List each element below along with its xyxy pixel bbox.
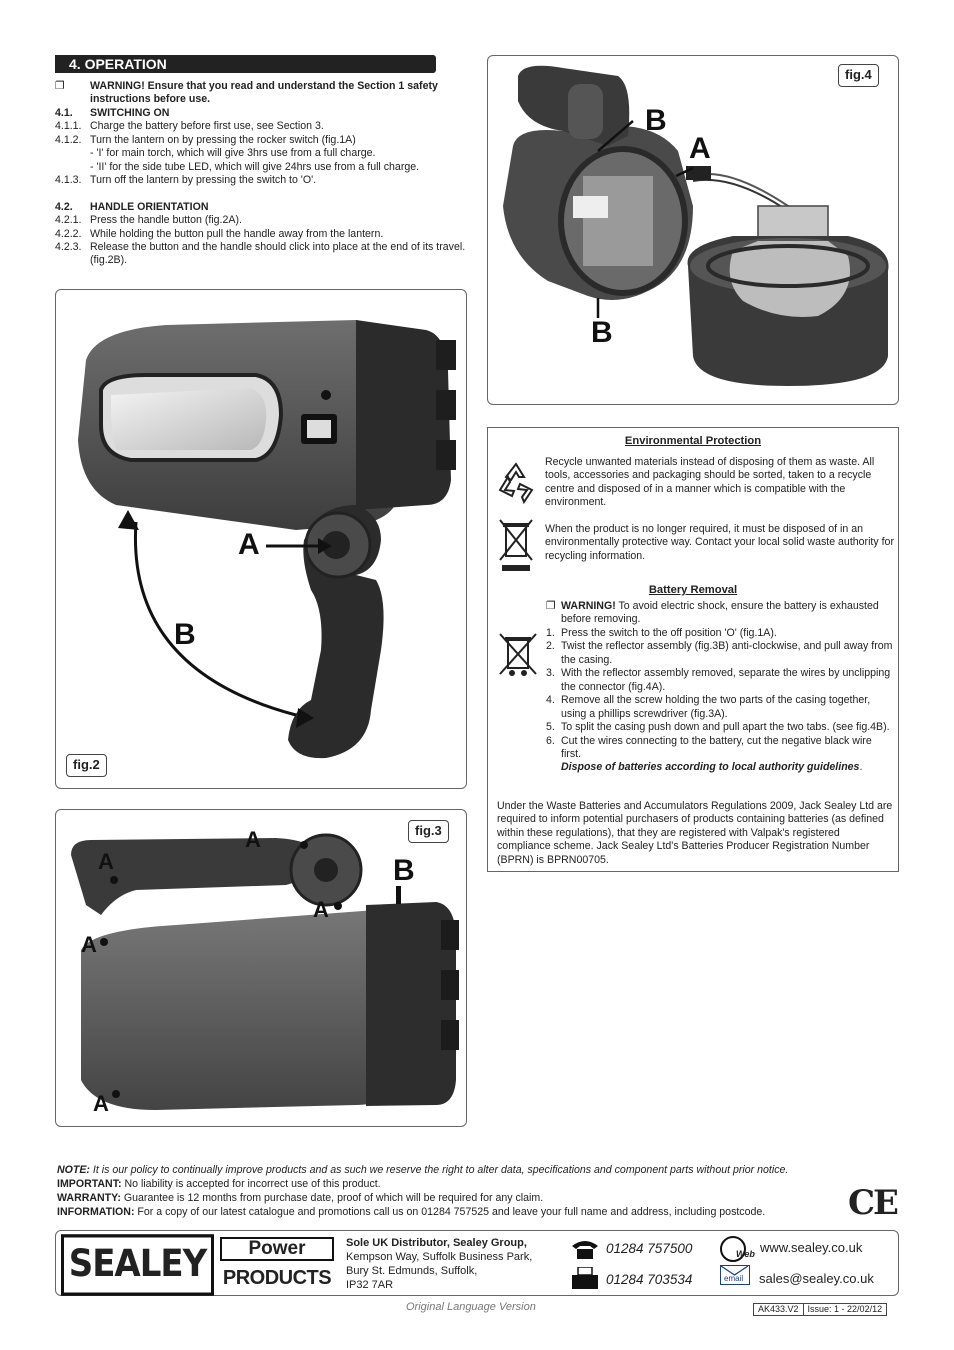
operation-item [55, 214, 470, 227]
battery-dispose-row: Dispose of batteries according to local authority guidelines. [561, 761, 863, 774]
label-b: B [174, 618, 196, 651]
email-icon [720, 1265, 750, 1285]
ce-mark: CE [848, 1183, 897, 1223]
battery-step [546, 735, 894, 762]
operation-item [55, 241, 470, 268]
label-b-bottom: B [591, 316, 613, 349]
item-number: 4.1.2. [55, 133, 82, 146]
step-number: 2. [546, 640, 555, 653]
item-number: 4.1. [55, 106, 73, 119]
fax-number: 01284 703534 [606, 1272, 693, 1287]
address-line-1: Kempson Way, Suffolk Business Park, [346, 1251, 533, 1263]
step-number: 1. [546, 626, 555, 639]
operation-item [55, 120, 470, 133]
item-text: While holding the button pull the handle away from the lantern. [90, 227, 384, 240]
footer [55, 1230, 899, 1296]
recycle-icon [494, 460, 538, 504]
label-a: A [238, 528, 260, 561]
step-text: To split the casing push down and pull apart the two tabs. (see fig.4B). [561, 721, 890, 734]
email-link[interactable]: sales@sealey.co.uk [759, 1271, 874, 1286]
label-b: B [393, 854, 415, 887]
information-label: INFORMATION: [57, 1206, 135, 1218]
label-a-1: A [98, 849, 114, 874]
information-text: For a copy of our latest catalogue and promotions call us on 01284 757525 and leave your full name and address, including postcode. [134, 1206, 766, 1218]
item-text: Release the button and the handle should click into place at the end of its travel. (fig.2B). [90, 240, 466, 267]
step-text: Cut the wires connecting to the battery, cut the negative black wire first. [561, 734, 872, 760]
note-text: It is our policy to continually improve products and as such we reserve the right to alter data, specifications and component parts without prior notice. [89, 1164, 789, 1176]
item-number: 4.1.3. [55, 174, 82, 187]
email-icon-text: email [724, 1274, 744, 1283]
battery-heading: Battery Removal [648, 584, 738, 596]
item-number: 4.2.2. [55, 227, 82, 240]
label-a-2: A [245, 827, 261, 852]
env-para2: When the product is no longer required, it must be disposed of in an environmentally protective way. Contact your local solid waste authority for recycling information. [545, 523, 894, 562]
warning-row [55, 80, 470, 107]
figure-2 [55, 289, 467, 789]
operation-item [55, 228, 470, 241]
battery-warning-text: To avoid electric shock, ensure the battery is exhausted before removing. [561, 600, 879, 626]
battery-step [546, 667, 894, 694]
step-number: 5. [546, 721, 555, 734]
operation-item [55, 161, 470, 174]
item-text: SWITCHING ON [90, 106, 170, 119]
operation-item [55, 147, 470, 160]
item-number: 4.2.3. [55, 240, 82, 253]
label-a-5: A [93, 1091, 109, 1116]
language-note: Original Language Version [406, 1301, 536, 1313]
figure-4 [487, 55, 899, 405]
battery-step [546, 694, 894, 721]
weee-bin-icon [498, 518, 534, 574]
label-a: A [689, 132, 711, 165]
warranty-label: WARRANTY: [57, 1192, 121, 1204]
web-icon-text: Web [736, 1249, 755, 1259]
step-text: With the reflector assembly removed, separate the wires by unclipping the connector (fig.4A). [561, 667, 891, 693]
issue-box [753, 1303, 887, 1316]
address-block [346, 1236, 532, 1292]
website-link[interactable]: www.sealey.co.uk [760, 1240, 863, 1255]
item-text: - 'I' for main torch, which will give 3hrs use from a full charge. [90, 147, 376, 160]
operation-item [55, 201, 470, 214]
step-text: Remove all the screw holding the two parts of the casing together, using a phillips screwdriver (fig.3A). [561, 694, 871, 720]
distributor: Sole UK Distributor, Sealey Group, [346, 1237, 527, 1249]
item-text: Charge the battery before first use, see Section 3. [90, 120, 324, 133]
operation-item [55, 134, 470, 147]
label-a-3: A [313, 897, 329, 922]
issue-date: Issue: 1 - 22/02/12 [807, 1304, 883, 1314]
battery-step [546, 627, 894, 640]
checkbox-icon: ❐ [55, 80, 65, 92]
important-label: IMPORTANT: [57, 1178, 122, 1190]
step-number: 6. [546, 734, 555, 747]
sealey-logo: SEALEY [61, 1234, 214, 1296]
battery-removal-list [546, 600, 894, 775]
address-line-2: Bury St. Edmunds, Suffolk, [346, 1265, 478, 1277]
operation-item [55, 107, 470, 120]
battery-warning-row [546, 600, 894, 627]
fig2-label: fig.2 [66, 754, 107, 777]
item-number [55, 161, 90, 174]
step-number: 4. [546, 694, 555, 707]
battery-step [546, 721, 894, 734]
battery-bin-icon [498, 630, 538, 678]
item-number [55, 147, 90, 160]
note-label: NOTE: [57, 1164, 90, 1176]
item-number: 4.2.1. [55, 214, 82, 227]
step-number: 3. [546, 667, 555, 680]
product-code: AK433.V2 [754, 1304, 804, 1315]
item-text: Press the handle button (fig.2A). [90, 214, 242, 227]
important-text: No liability is accepted for incorrect use of this product. [121, 1178, 381, 1190]
battery-dispose: Dispose of batteries according to local authority guidelines [561, 761, 860, 774]
warning-text: WARNING! Ensure that you read and understand the Section 1 safety instructions before use. [90, 80, 438, 106]
step-text: Press the switch to the off position 'O' (fig.1A). [561, 626, 777, 639]
item-text: HANDLE ORIENTATION [90, 200, 209, 213]
item-text: - 'II' for the side tube LED, which will give 24hrs use from a full charge. [90, 160, 420, 173]
power-logo: Power [220, 1237, 334, 1261]
warranty-text: Guarantee is 12 months from purchase date, proof of which will be required for any claim. [120, 1192, 544, 1204]
notes-block [57, 1163, 917, 1219]
phone-number: 01284 757500 [606, 1241, 693, 1256]
label-b-top: B [645, 104, 667, 137]
address-line-3: IP32 7AR [346, 1279, 394, 1291]
item-number: 4.1.1. [55, 120, 82, 133]
fax-icon [570, 1267, 600, 1291]
phone-icon [570, 1238, 600, 1260]
step-text: Twist the reflector assembly (fig.3B) anti-clockwise, and pull away from the casing. [561, 640, 893, 666]
fig4-label: fig.4 [838, 64, 879, 87]
battery-warning-label: WARNING! [561, 600, 616, 612]
env-heading: Environmental Protection [624, 435, 762, 447]
reflector-removal-illustration [488, 56, 899, 405]
item-number: 4.2. [55, 200, 73, 213]
battery-step [546, 640, 894, 667]
products-logo: PRODUCTS [222, 1267, 332, 1289]
item-text: Turn the lantern on by pressing the rocker switch (fig.1A) [90, 133, 356, 146]
section-title: 4. OPERATION [55, 55, 436, 73]
item-text: Turn off the lantern by pressing the switch to 'O'. [90, 174, 317, 187]
lantern-handle-illustration [56, 290, 467, 789]
regulations-text: Under the Waste Batteries and Accumulators Regulations 2009, Jack Sealey Ltd are required to inform potential purchasers of products containing batteries (as defined within these regulations), that they are registered with Valpak's registered compliance scheme. Jack Sealey Ltd's Batteries Producer Registration Number (BPRN) is BPRN00705. [497, 800, 893, 866]
operation-item [55, 174, 470, 187]
operation-text [55, 80, 470, 268]
checkbox-icon: ❐ [546, 600, 556, 612]
figure-3 [55, 809, 467, 1127]
env-para1: Recycle unwanted materials instead of disposing of them as waste. All tools, accessories and packaging should be sorted, taken to a recycle centre and disposed of in a manner which is compatible with the environment. [545, 456, 875, 509]
fig3-label: fig.3 [408, 820, 449, 843]
label-a-4: A [81, 932, 97, 957]
